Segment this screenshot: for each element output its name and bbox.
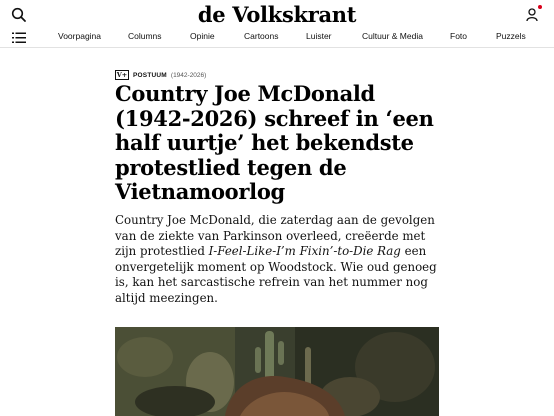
section-note: (1942-2026) — [170, 71, 207, 79]
article-photo-image — [115, 327, 439, 416]
top-bar — [0, 0, 554, 28]
intro-text-start: Country Joe McDonald, die zaterdag aan de gevolgen van de ziekte van Parkinson overleed, creëerde met zijn protestlied — [115, 213, 435, 259]
article-intro — [115, 213, 445, 307]
nav-bar — [0, 28, 554, 48]
nav-item-voorpagina[interactable]: Voorpagina — [58, 31, 102, 41]
intro-song-title: I-Feel-Like-I’m Fixin’-to-Die Rag — [208, 244, 401, 259]
premium-badge: V+ — [116, 71, 128, 79]
account-button[interactable] — [526, 5, 542, 23]
nav-item-puzzels[interactable]: Puzzels — [496, 31, 526, 41]
article-kicker — [115, 69, 206, 81]
notification-dot — [538, 5, 542, 9]
nav-item-opinie[interactable]: Opinie — [190, 31, 215, 41]
nav-item-foto[interactable]: Foto — [450, 31, 468, 41]
user-icon — [526, 7, 540, 23]
nav-items — [0, 28, 554, 48]
intro-text-end: een onvergetelijk moment op Woodstock. Wie oud genoeg is, kan het sarcastische refrein van het nummer nog altijd meezingen. — [115, 244, 437, 305]
article-headline: Country Joe McDonald (1942-2026) schreef in ‘een half uurtje’ het bekendste protestlied tegen de Vietnamoorlog — [115, 81, 434, 204]
section-label[interactable]: POSTUUM — [133, 71, 167, 79]
nav-item-cartoons[interactable]: Cartoons — [244, 31, 279, 41]
article-photo[interactable] — [115, 327, 439, 416]
nav-item-luister[interactable]: Luister — [306, 31, 332, 41]
site-logo[interactable]: de Volkskrant — [197, 2, 357, 27]
nav-item-columns[interactable]: Columns — [128, 31, 162, 41]
nav-item-cultuur-media[interactable]: Cultuur & Media — [362, 31, 423, 41]
